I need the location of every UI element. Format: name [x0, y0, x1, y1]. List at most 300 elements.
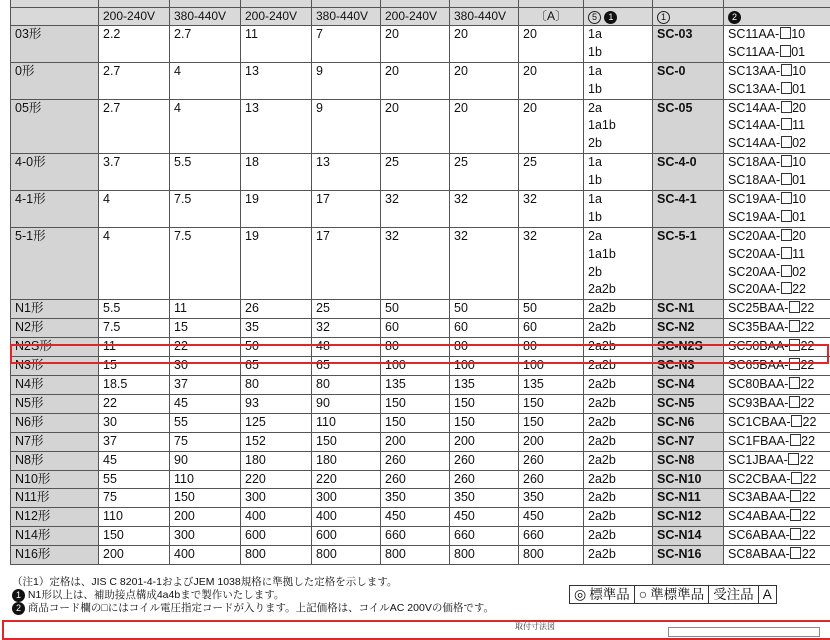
model-cell: SC-03	[653, 26, 724, 63]
contact-config: 1a	[588, 26, 648, 44]
placeholder-box-icon	[789, 301, 800, 313]
rating-cell: 25	[450, 154, 519, 191]
table-row	[11, 375, 830, 394]
table-row	[11, 191, 830, 228]
contact-config: 2a2b	[588, 546, 648, 564]
model-cell: SC-05	[653, 99, 724, 154]
placeholder-box-icon	[789, 358, 800, 370]
contact-cell	[584, 527, 653, 546]
rating-cell: 400	[312, 508, 381, 527]
contact-cell	[584, 357, 653, 376]
rating-cell: 4	[99, 191, 170, 228]
rating-cell: 2.7	[99, 99, 170, 154]
contact-cell	[584, 375, 653, 394]
rating-cell: 11	[241, 26, 312, 63]
voltage-header: 200-240V	[99, 8, 170, 26]
footnotes	[12, 576, 494, 615]
frame-size-cell: N2形	[11, 319, 99, 338]
model-cell: SC-N8	[653, 451, 724, 470]
rating-cell: 35	[241, 319, 312, 338]
contact-cell	[584, 227, 653, 300]
rating-cell: 4	[99, 227, 170, 300]
product-code-cell	[724, 300, 830, 319]
product-code-cell	[724, 154, 830, 191]
contact-config: 2a2b	[588, 489, 648, 507]
table-row	[11, 99, 830, 154]
contact-config: 2a2b	[588, 281, 648, 299]
table-row	[11, 62, 830, 99]
rating-cell: 20	[381, 26, 450, 63]
rating-cell: 30	[99, 413, 170, 432]
rating-cell: 3.7	[99, 154, 170, 191]
rating-cell: 400	[170, 546, 241, 565]
rating-cell: 100	[381, 357, 450, 376]
contact-config: 1a	[588, 191, 648, 209]
rating-cell: 17	[312, 227, 381, 300]
rating-cell: 150	[99, 527, 170, 546]
contact-config: 2a2b	[588, 395, 648, 413]
contact-config: 2b	[588, 264, 648, 282]
double-circle-icon: ◎	[574, 586, 586, 603]
rating-cell: 37	[99, 432, 170, 451]
product-code: SC80BAA- 22	[728, 376, 827, 394]
frame-size-cell: N14形	[11, 527, 99, 546]
model-cell: SC-4-0	[653, 154, 724, 191]
contact-cell	[584, 319, 653, 338]
placeholder-box-icon	[791, 415, 802, 427]
product-legend	[569, 585, 777, 604]
placeholder-box-icon	[790, 528, 801, 540]
rating-cell: 110	[312, 413, 381, 432]
note-1: （注1）定格は、JIS C 8201-4-1およびJEM 1038規格に準拠した定格を示します。	[12, 576, 494, 589]
rating-cell: 55	[99, 470, 170, 489]
contact-cell	[584, 394, 653, 413]
rating-cell: 60	[519, 319, 584, 338]
note-3: 2 商品コード欄の□にはコイル電圧指定コードが入ります。上記価格は、コイルAC 200Vの価格です。	[12, 602, 494, 615]
rating-cell: 32	[381, 191, 450, 228]
rating-cell: 4	[170, 62, 241, 99]
header-row	[11, 8, 830, 26]
contact-config: 2a2b	[588, 452, 648, 470]
placeholder-box-icon	[781, 155, 792, 167]
contact-cell	[584, 300, 653, 319]
rating-cell: 260	[381, 451, 450, 470]
rating-cell: 9	[312, 99, 381, 154]
rating-cell: 2.7	[99, 62, 170, 99]
contact-config: 1b	[588, 81, 648, 99]
rating-cell: 7	[312, 26, 381, 63]
rating-cell: 150	[381, 394, 450, 413]
product-code: SC3ABAA- 22	[728, 489, 827, 507]
rating-cell: 260	[450, 470, 519, 489]
product-code-cell	[724, 191, 830, 228]
frame-size-cell: N4形	[11, 375, 99, 394]
placeholder-box-icon	[791, 472, 802, 484]
product-code-cell	[724, 338, 830, 357]
rating-cell: 50	[241, 338, 312, 357]
rating-cell: 200	[381, 432, 450, 451]
model-cell: SC-N12	[653, 508, 724, 527]
product-code: SC11AA- 01	[728, 44, 827, 62]
rating-cell: 19	[241, 191, 312, 228]
rating-cell: 5.5	[99, 300, 170, 319]
placeholder-box-icon	[781, 282, 792, 294]
rating-cell: 7.5	[170, 191, 241, 228]
contact-config: 1a1b	[588, 117, 648, 135]
rating-cell: 135	[381, 375, 450, 394]
rating-cell: 150	[170, 489, 241, 508]
rating-cell: 13	[312, 154, 381, 191]
placeholder-box-icon	[788, 453, 799, 465]
rating-cell: 60	[450, 319, 519, 338]
placeholder-box-icon	[789, 396, 800, 408]
product-code-cell	[724, 508, 830, 527]
placeholder-box-icon	[781, 247, 792, 259]
rating-cell: 350	[381, 489, 450, 508]
rating-cell: 200	[519, 432, 584, 451]
contact-config: 2b	[588, 135, 648, 153]
contact-config: 2a2b	[588, 433, 648, 451]
contact-config: 2a2b	[588, 527, 648, 545]
product-code: SC1FBAA- 22	[728, 433, 827, 451]
table-row	[11, 394, 830, 413]
spec-table	[10, 0, 830, 565]
rating-cell: 37	[170, 375, 241, 394]
rating-cell: 125	[241, 413, 312, 432]
table-row	[11, 527, 830, 546]
contact-config: 2a2b	[588, 414, 648, 432]
product-code: SC18AA- 10	[728, 154, 827, 172]
contact-config: 2a2b	[588, 471, 648, 489]
contact-config: 1a1b	[588, 246, 648, 264]
rating-cell: 180	[241, 451, 312, 470]
contact-cell	[584, 154, 653, 191]
product-code-cell	[724, 470, 830, 489]
legend-semi-standard: ○ 準標準品	[634, 586, 708, 603]
product-code-cell	[724, 527, 830, 546]
frame-size-cell: N3形	[11, 357, 99, 376]
rating-cell: 75	[170, 432, 241, 451]
model-cell: SC-4-1	[653, 191, 724, 228]
rating-cell: 200	[99, 546, 170, 565]
product-code: SC20AA- 02	[728, 264, 827, 282]
rating-cell: 25	[312, 300, 381, 319]
frame-size-cell: N11形	[11, 489, 99, 508]
rating-cell: 660	[450, 527, 519, 546]
rating-cell: 20	[381, 99, 450, 154]
rating-cell: 65	[312, 357, 381, 376]
contact-cell	[584, 432, 653, 451]
frame-size-cell: 05形	[11, 99, 99, 154]
rating-cell: 800	[312, 546, 381, 565]
contact-config: 2a2b	[588, 376, 648, 394]
rating-cell: 2.2	[99, 26, 170, 63]
placeholder-box-icon	[781, 229, 792, 241]
caption-field	[668, 627, 820, 637]
model-cell: SC-N16	[653, 546, 724, 565]
product-code: SC6ABAA- 22	[728, 527, 827, 545]
table-row	[11, 451, 830, 470]
rating-cell: 260	[381, 470, 450, 489]
placeholder-box-icon	[780, 45, 791, 57]
contact-cell	[584, 546, 653, 565]
voltage-header: 380-440V	[312, 8, 381, 26]
rating-cell: 800	[450, 546, 519, 565]
section-caption: 取付寸法図	[515, 621, 555, 632]
table-row	[11, 413, 830, 432]
product-code: SC14AA- 20	[728, 100, 827, 118]
rating-cell: 90	[312, 394, 381, 413]
circled-number-icon: 1	[12, 589, 25, 602]
rating-cell: 9	[312, 62, 381, 99]
rating-cell: 11	[99, 338, 170, 357]
product-code-cell	[724, 546, 830, 565]
rating-cell: 32	[312, 319, 381, 338]
rating-cell: 15	[99, 357, 170, 376]
voltage-header: 200-240V	[241, 8, 312, 26]
frame-size-cell: 4-1形	[11, 191, 99, 228]
legend-order-code: A	[758, 586, 776, 603]
contact-config: 2a2b	[588, 338, 648, 356]
product-code: SC35BAA- 22	[728, 319, 827, 337]
rating-cell: 400	[241, 508, 312, 527]
rating-cell: 32	[519, 227, 584, 300]
voltage-header: 200-240V	[381, 8, 450, 26]
rating-cell: 300	[312, 489, 381, 508]
placeholder-box-icon	[789, 320, 800, 332]
rating-cell: 20	[450, 26, 519, 63]
circled-number-icon: 1	[604, 11, 617, 24]
rating-cell: 100	[450, 357, 519, 376]
rating-cell: 90	[170, 451, 241, 470]
rating-cell: 80	[381, 338, 450, 357]
rating-cell: 220	[241, 470, 312, 489]
table-row	[11, 357, 830, 376]
table-row	[11, 26, 830, 63]
rating-cell: 20	[450, 99, 519, 154]
placeholder-box-icon	[781, 136, 792, 148]
rating-cell: 20	[519, 99, 584, 154]
rating-cell: 30	[170, 357, 241, 376]
product-code: SC4ABAA- 22	[728, 508, 827, 526]
contact-cell	[584, 451, 653, 470]
product-code-cell	[724, 62, 830, 99]
rating-cell: 220	[312, 470, 381, 489]
placeholder-box-icon	[789, 377, 800, 389]
rating-cell: 19	[241, 227, 312, 300]
product-code: SC2CBAA- 22	[728, 471, 827, 489]
product-code-cell	[724, 394, 830, 413]
rating-cell: 150	[450, 394, 519, 413]
product-code-cell	[724, 489, 830, 508]
rating-cell: 7.5	[99, 319, 170, 338]
rating-cell: 55	[170, 413, 241, 432]
product-code-cell	[724, 451, 830, 470]
contact-config: 1a	[588, 63, 648, 81]
model-cell: SC-N6	[653, 413, 724, 432]
rating-cell: 18	[241, 154, 312, 191]
circled-number-icon: 2	[12, 602, 25, 615]
placeholder-box-icon	[781, 265, 792, 277]
rating-cell: 800	[381, 546, 450, 565]
frame-size-cell: 5-1形	[11, 227, 99, 300]
rating-cell: 260	[519, 470, 584, 489]
contact-config: 2a2b	[588, 508, 648, 526]
product-code: SC25BAA- 22	[728, 300, 827, 318]
rating-cell: 4	[170, 99, 241, 154]
rating-cell: 80	[519, 338, 584, 357]
rating-cell: 65	[241, 357, 312, 376]
rating-cell: 20	[381, 62, 450, 99]
rating-cell: 20	[450, 62, 519, 99]
product-code: SC18AA- 01	[728, 172, 827, 190]
contact-cell	[584, 338, 653, 357]
product-code: SC19AA- 10	[728, 191, 827, 209]
rating-cell: 22	[99, 394, 170, 413]
frame-size-cell: 4-0形	[11, 154, 99, 191]
model-cell: SC-N5	[653, 394, 724, 413]
product-code: SC8ABAA- 22	[728, 546, 827, 564]
rating-cell: 32	[519, 191, 584, 228]
rating-cell: 26	[241, 300, 312, 319]
product-code: SC1JBAA- 22	[728, 452, 827, 470]
frame-size-cell: N12形	[11, 508, 99, 527]
rating-cell: 135	[450, 375, 519, 394]
note-2: 1 N1形以上は、補助接点構成4a4bまで製作いたします。	[12, 589, 494, 602]
rating-cell: 20	[519, 62, 584, 99]
circled-number-icon: 1	[657, 11, 670, 24]
rating-cell: 45	[170, 394, 241, 413]
product-code-cell	[724, 227, 830, 300]
rating-cell: 32	[381, 227, 450, 300]
product-code: SC20AA- 11	[728, 246, 827, 264]
frame-size-cell: 03形	[11, 26, 99, 63]
header-row-top	[11, 0, 830, 8]
model-cell: SC-N2S	[653, 338, 724, 357]
placeholder-box-icon	[781, 101, 792, 113]
contact-config: 2a2b	[588, 319, 648, 337]
product-code: SC20AA- 22	[728, 281, 827, 299]
product-code-cell	[724, 357, 830, 376]
code-header	[724, 8, 830, 26]
circled-number-icon: 2	[728, 11, 741, 24]
rating-cell: 13	[241, 99, 312, 154]
model-cell: SC-0	[653, 62, 724, 99]
contact-config: 1a	[588, 154, 648, 172]
frame-size-cell: N6形	[11, 413, 99, 432]
rating-cell: 800	[519, 546, 584, 565]
placeholder-box-icon	[781, 118, 792, 130]
rating-cell: 25	[519, 154, 584, 191]
contact-config: 2a2b	[588, 357, 648, 375]
rating-cell: 80	[312, 375, 381, 394]
placeholder-box-icon	[781, 192, 792, 204]
model-cell: SC-5-1	[653, 227, 724, 300]
contact-config: 2a	[588, 228, 648, 246]
contact-config: 1b	[588, 172, 648, 190]
model-cell: SC-N10	[653, 470, 724, 489]
placeholder-box-icon	[790, 490, 801, 502]
rating-cell: 80	[450, 338, 519, 357]
frame-size-cell: N8形	[11, 451, 99, 470]
placeholder-box-icon	[781, 173, 792, 185]
product-code-cell	[724, 26, 830, 63]
model-header	[653, 8, 724, 26]
rating-cell: 32	[450, 227, 519, 300]
unit-header: 〔A〕	[519, 8, 584, 26]
rating-cell: 150	[519, 413, 584, 432]
legend-standard: ◎ 標準品	[570, 586, 634, 603]
frame-size-cell: N16形	[11, 546, 99, 565]
rating-cell: 450	[450, 508, 519, 527]
legend-order: 受注品	[708, 586, 758, 603]
contact-cell	[584, 508, 653, 527]
contact-cell	[584, 489, 653, 508]
table-row	[11, 489, 830, 508]
model-cell: SC-N1	[653, 300, 724, 319]
frame-size-cell: N1形	[11, 300, 99, 319]
frame-size-cell: N2S形	[11, 338, 99, 357]
table-row	[11, 338, 830, 357]
frame-size-cell: 0形	[11, 62, 99, 99]
rating-cell: 300	[241, 489, 312, 508]
table-row	[11, 319, 830, 338]
rating-cell: 450	[381, 508, 450, 527]
rating-cell: 660	[381, 527, 450, 546]
table-row	[11, 432, 830, 451]
rating-cell: 20	[519, 26, 584, 63]
rating-cell: 350	[450, 489, 519, 508]
product-code-cell	[724, 413, 830, 432]
rating-cell: 260	[519, 451, 584, 470]
rating-cell: 150	[519, 394, 584, 413]
product-code-cell	[724, 319, 830, 338]
circled-number-icon: 5	[588, 11, 601, 24]
rating-cell: 93	[241, 394, 312, 413]
rating-cell: 152	[241, 432, 312, 451]
rating-cell: 200	[170, 508, 241, 527]
product-code: SC13AA- 01	[728, 81, 827, 99]
rating-cell: 660	[519, 527, 584, 546]
rating-cell: 15	[170, 319, 241, 338]
model-cell: SC-N14	[653, 527, 724, 546]
rating-cell: 350	[519, 489, 584, 508]
frame-size-cell: N5形	[11, 394, 99, 413]
rating-cell: 100	[519, 357, 584, 376]
rating-cell: 50	[381, 300, 450, 319]
table-row	[11, 546, 830, 565]
rating-cell: 22	[170, 338, 241, 357]
rating-cell: 110	[99, 508, 170, 527]
product-code: SC11AA- 10	[728, 26, 827, 44]
rating-cell: 50	[519, 300, 584, 319]
rating-cell: 13	[241, 62, 312, 99]
placeholder-box-icon	[781, 210, 792, 222]
rating-cell: 60	[381, 319, 450, 338]
model-cell: SC-N3	[653, 357, 724, 376]
product-code: SC14AA- 02	[728, 135, 827, 153]
table-row	[11, 508, 830, 527]
product-code: SC1CBAA- 22	[728, 414, 827, 432]
rating-cell: 600	[241, 527, 312, 546]
rating-cell: 135	[519, 375, 584, 394]
rating-cell: 7.5	[170, 227, 241, 300]
product-code: SC13AA- 10	[728, 63, 827, 81]
rating-cell: 600	[312, 527, 381, 546]
rating-cell: 48	[312, 338, 381, 357]
rating-cell: 80	[241, 375, 312, 394]
rating-cell: 180	[312, 451, 381, 470]
